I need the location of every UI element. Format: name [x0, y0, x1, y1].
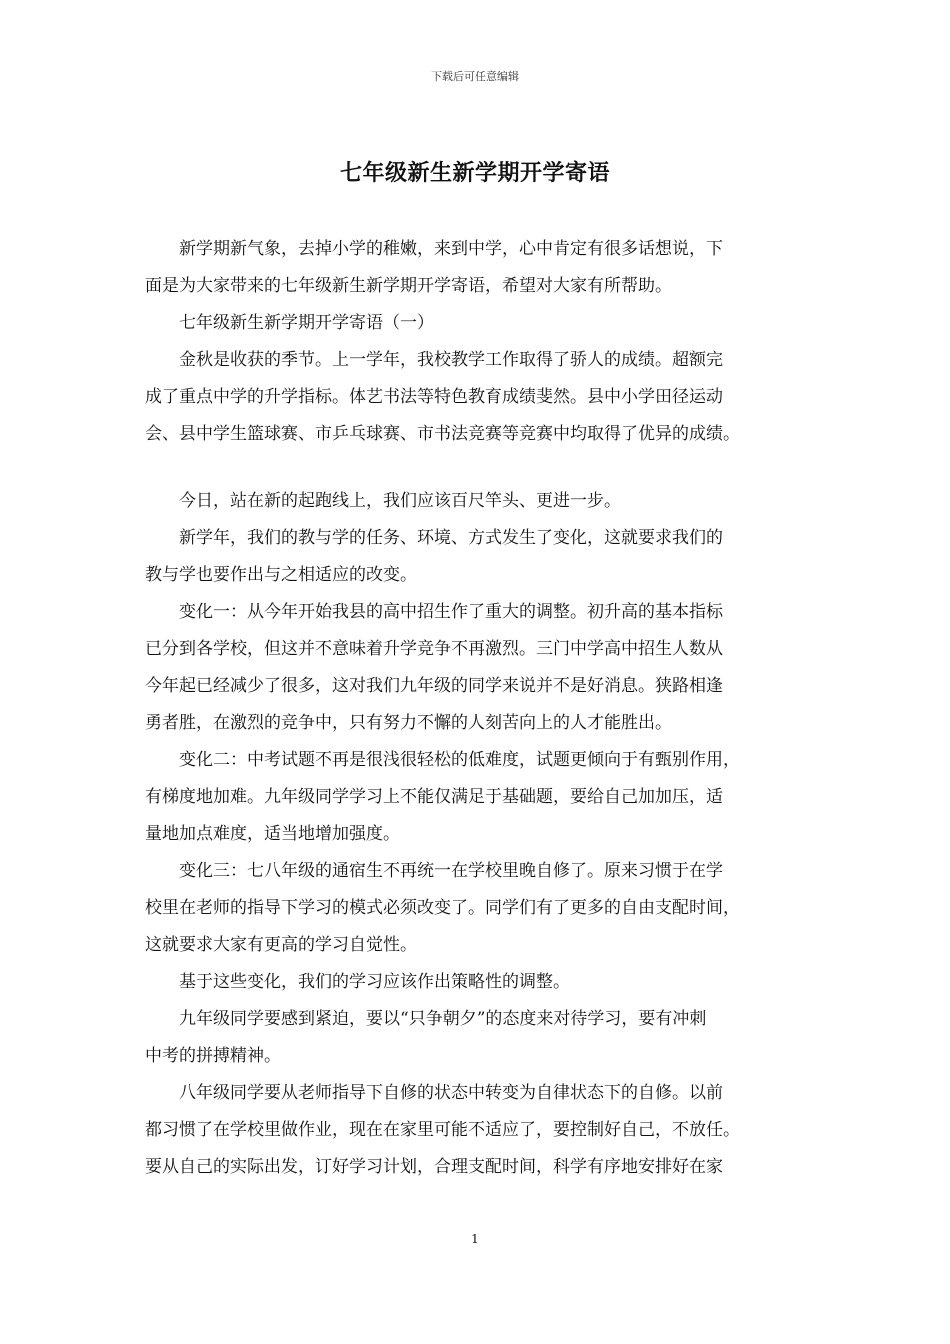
paragraph-today [145, 483, 809, 520]
paragraph-strategy [145, 964, 809, 1001]
paragraph-grade-nine [145, 1001, 809, 1075]
blank-gap [145, 453, 809, 483]
paragraph-grade-eight [145, 1075, 809, 1186]
paragraph-line: 都习惯了在学校里做作业，现在在家里可能不适应了，要控制好自己，不放任。 [145, 1120, 740, 1140]
paragraph-line: 这就要求大家有更高的学习自觉性。 [145, 935, 417, 955]
paragraph-line: 新学年，我们的教与学的任务、环境、方式发生了变化，这就要求我们的 [179, 528, 723, 548]
paragraph-line: 已分到各学校，但这并不意味着升学竞争不再激烈。三门中学高中招生人数从 [145, 639, 723, 659]
paragraph-line: 成了重点中学的升学指标。体艺书法等特色教育成绩斐然。县中小学田径运动 [145, 387, 723, 407]
paragraph-line: 基于这些变化，我们的学习应该作出策略性的调整。 [179, 972, 570, 992]
paragraph-line: 变化三：七八年级的通宿生不再统一在学校里晚自修了。原来习惯于在学 [179, 861, 723, 881]
paragraph-change-two [145, 742, 809, 853]
paragraph-line: 勇者胜，在激烈的竞争中，只有努力不懈的人刻苦向上的人才能胜出。 [145, 713, 672, 733]
paragraph-line: 校里在老师的指导下学习的模式必须改变了。同学们有了更多的自由支配时间， [145, 898, 740, 918]
paragraph-new-year [145, 520, 809, 594]
paragraph-line: 八年级同学要从老师指导下自修的状态中转变为自律状态下的自修。以前 [179, 1083, 723, 1103]
section-heading [145, 305, 809, 342]
paragraph-line: 七年级新生新学期开学寄语（一） [179, 313, 434, 333]
paragraph-line: 面是为大家带来的七年级新生新学期开学寄语，希望对大家有所帮助。 [145, 276, 672, 296]
paragraph-line: 新学期新气象，去掉小学的稚嫩，来到中学，心中肯定有很多话想说，下 [179, 239, 723, 259]
paragraph-line: 中考的拼搏精神。 [145, 1046, 281, 1066]
document-title: 七年级新生新学期开学寄语 [339, 160, 610, 186]
paragraph-change-three [145, 853, 809, 964]
page-number: 1 [471, 1232, 479, 1246]
paragraph-harvest [145, 342, 809, 453]
paragraph-line: 量地加点难度，适当地增加强度。 [145, 824, 400, 844]
paragraph-line: 今日，站在新的起跑线上，我们应该百尺竿头、更进一步。 [179, 491, 621, 511]
document-body [145, 231, 809, 1186]
paragraph-line: 变化一：从今年开始我县的高中招生作了重大的调整。初升高的基本指标 [179, 602, 723, 622]
paragraph-line: 变化二：中考试题不再是很浅很轻松的低难度，试题更倾向于有甄别作用， [179, 750, 740, 770]
header-note: 下载后可任意编辑 [431, 70, 519, 83]
paragraph-line: 会、县中学生篮球赛、市乒乓球赛、市书法竞赛等竞赛中均取得了优异的成绩。 [145, 424, 740, 444]
paragraph-change-one [145, 594, 809, 742]
paragraph-intro [145, 231, 809, 305]
paragraph-line: 今年起已经减少了很多，这对我们九年级的同学来说并不是好消息。狭路相逢 [145, 676, 723, 696]
paragraph-line: 有梯度地加难。九年级同学学习上不能仅满足于基础题，要给自己加加压，适 [145, 787, 723, 807]
paragraph-line: 要从自己的实际出发，订好学习计划，合理支配时间，科学有序地安排好在家 [145, 1157, 723, 1177]
paragraph-line: 金秋是收获的季节。上一学年，我校教学工作取得了骄人的成绩。超额完 [179, 350, 723, 370]
paragraph-line: 教与学也要作出与之相适应的改变。 [145, 565, 417, 585]
paragraph-line: 九年级同学要感到紧迫，要以“只争朝夕”的态度来对待学习，要有冲刺 [179, 1009, 707, 1029]
